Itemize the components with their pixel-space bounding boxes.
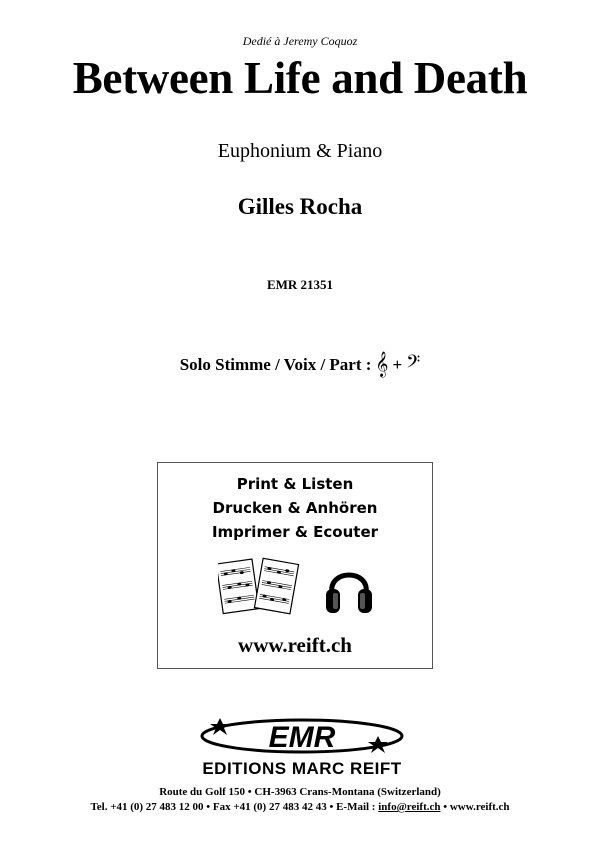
contact-website[interactable]: • www.reift.ch (440, 801, 510, 813)
composer: Gilles Rocha (237, 194, 363, 219)
promo-line-german: Drucken & Anhören (212, 499, 378, 517)
publisher-contact (0, 801, 600, 813)
dedication: Dedié à Jeremy Coquoz (242, 34, 358, 48)
email-link[interactable]: info@reift.ch (378, 801, 441, 813)
logo-publisher-name: EDITIONS MARC REIFT (202, 759, 402, 776)
publisher-address: Route du Golf 150 • CH-3963 Crans-Montana (Switzerland) (159, 786, 441, 798)
part-line (0, 354, 600, 376)
part-label: Solo Stimme / Voix / Part : (179, 355, 372, 374)
promo-line-french: Imprimer & Ecouter (211, 523, 379, 541)
part-plus: + (392, 355, 403, 374)
contact-phone-fax: Tel. +41 (0) 27 483 12 00 • Fax +41 (0) 27 483 42 43 • E-Mail : (90, 801, 379, 813)
catalog-number: EMR 21351 (266, 277, 334, 292)
bass-clef-icon: 𝄢 (406, 352, 421, 377)
sheet-music-icon (218, 555, 302, 619)
instrumentation: Euphonium & Piano (217, 140, 383, 162)
page-title: Between Life and Death (72, 53, 528, 103)
print-listen-box (157, 462, 433, 669)
website-link[interactable]: www.reift.ch (238, 633, 352, 657)
treble-clef-icon: 𝄞 (375, 352, 389, 377)
publisher-logo (190, 714, 420, 776)
logo-emr-text: EMR (268, 721, 336, 754)
promo-line-english: Print & Listen (236, 475, 354, 493)
headphones-icon (324, 559, 374, 617)
